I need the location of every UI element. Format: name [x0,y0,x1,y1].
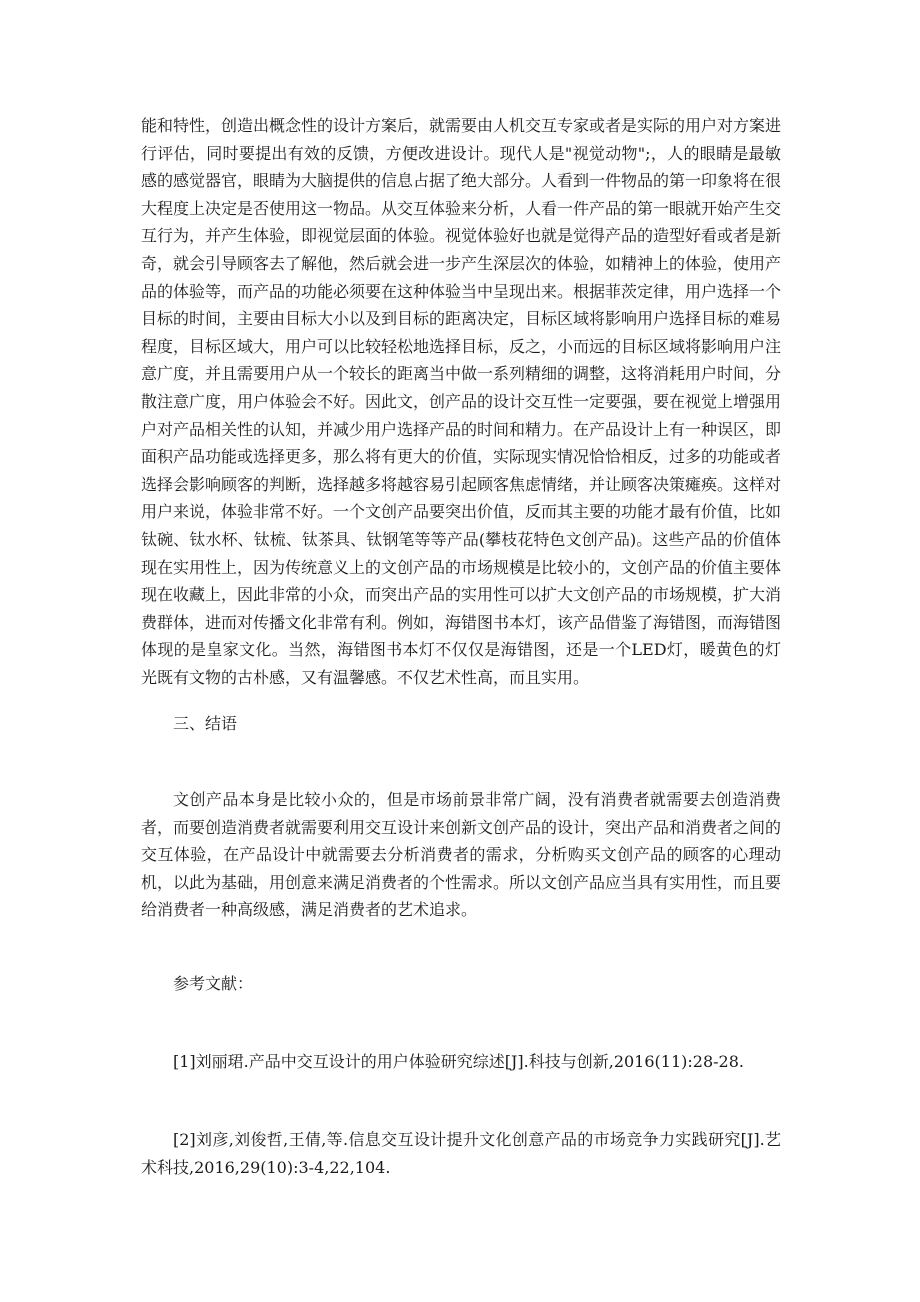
section-heading: 三、结语 [173,714,238,733]
reference-item: [1]刘丽珺.产品中交互设计的用户体验研究综述[J].科技与创新,2016(11):28-28. [173,1052,744,1071]
reference-item: [2]刘彦,刘俊哲,王倩,等.信息交互设计提升文化创意产品的市场竞争力实践研究[J].艺术科技,2016,29(10):3-4,22,104. [141,1130,781,1177]
conclusion-paragraph: 文创产品本身是比较小众的，但是市场前景非常广阔，没有消费者就需要去创造消费者，而要创造消费者就需要利用交互设计来创新文创产品的设计，突出产品和消费者之间的交互体验，在产品设计中就需要去分析消费者的需求，分析购买文创产品的顾客的心理动机，以此为基础，用创意来满足消费者的个性需求。所以文创产品应当具有实用性，而且要给消费者一种高级感，满足消费者的艺术追求。 [141,790,782,920]
body-paragraph-continuation: 能和特性，创造出概念性的设计方案后，就需要由人机交互专家或者是实际的用户对方案进行评估，同时要提出有效的反馈，方便改进设计。现代人是"视觉动物";，人的眼睛是最敏感的感觉器官，眼睛为大脑提供的信息占据了绝大部分。人看到一件物品的第一印象将在很大程度上决定是否使用这一物品。从交互体验来分析，人看一件产品的第一眼就开始产生交互行为，并产生体验，即视觉层面的体验。视觉体验好也就是觉得产品的造型好看或者是新奇，就会引导顾客去了解他，然后就会进一步产生深层次的体验，如精神上的体验，使用产品的体验等，而产品的功能必须要在这种体验当中呈现出来。根据菲茨定律，用户选择一个目标的时间，主要由目标大小以及到目标的距离决定，目标区域将影响用户选择目标的难易程度，目标区域大，用户可以比较轻松地选择目标，反之，小而远的目标区域将影响用户注意广度，并且需要用户从一个较长的距离当中做一系列精细的调整，这将消耗用户时间，分散注意广度，用户体验会不好。因此文，创产品的设计交互性一定要强，要在视觉上增强用户对产品相关性的认知，并减少用户选择产品的时间和精力。在产品设计上有一种误区，即面积产品功能或选择更多，那么将有更大的价值，实际现实情况恰恰相反，过多的功能或者选择会影响顾客的判断，选择越多将越容易引起顾客焦虑情绪，并让顾客决策瘫痪。这样对用户来说，体验非常不好。一个文创产品要突出价值，反而其主要的功能才最有价值，比如钛碗、钛水杯、钛梳、钛茶具、钛钢笔等等产品(攀枝花特色文创产品)。这些产品的价值体现在实用性上，因为传统意义上的文创产品的市场规模是比较小的，文创产品的价值主要体现在收藏上，因此非常的小众，而突出产品的实用性可以扩大文创产品的市场规模，扩大消费群体，进而对传播文化非常有利。例如，海错图书本灯，该产品借鉴了海错图，而海错图体现的是皇家文化。当然，海错图书本灯不仅仅是海错图，还是一个LED灯，暖黄色的灯光既有文物的古朴感，又有温馨感。不仅艺术性高，而且实用。 [141,116,782,687]
references-title: 参考文献： [173,974,254,993]
